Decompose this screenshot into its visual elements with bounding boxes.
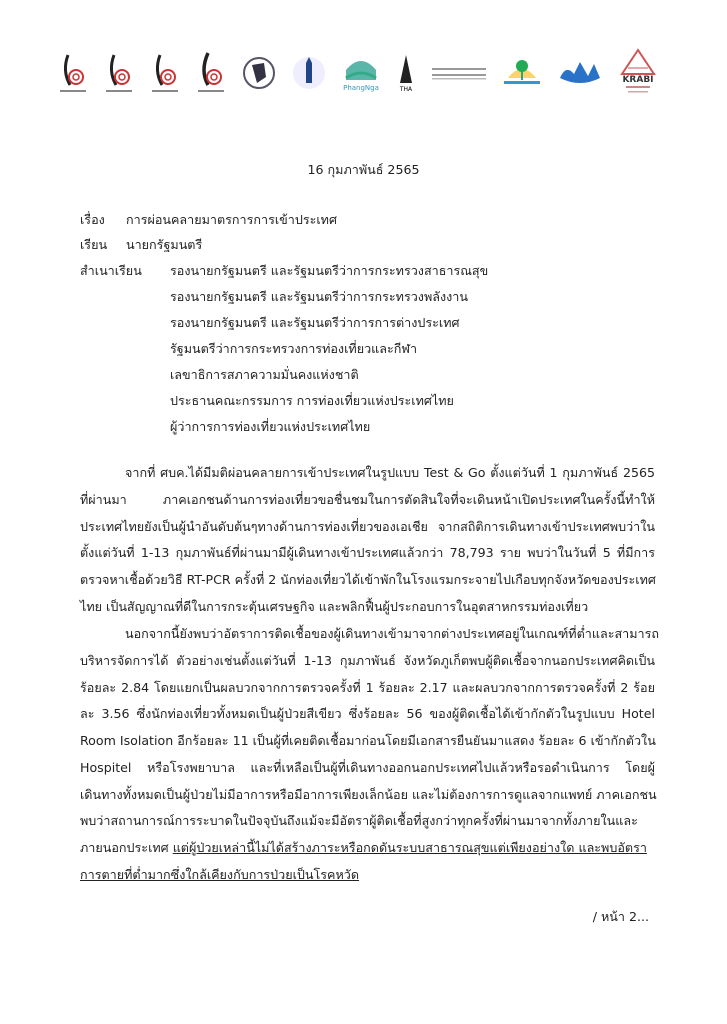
svg-text:THA: THA <box>399 86 413 93</box>
recipient-row <box>80 235 202 255</box>
paragraph2-line: ละ 3.56 ซึ่งนักท่องเที่ยวทั้งหมดเป็นผู้ป่วยสีเขียว ซึ่งร้อยละ 56 ของผู้ติดเชื้อได้เข้ากักตัวในรูปแบบ Hotel <box>80 706 655 721</box>
krabi-logo <box>618 50 658 96</box>
phang-nga-logo <box>342 50 380 96</box>
association-seal-logo <box>242 50 276 96</box>
paragraph1-line: ที่ผ่านมา ภาคเอกชนด้านการท่องเที่ยวขอชื่นชมในการตัดสินใจที่จะเดินหน้าเปิดประเทศในครั้งนี้ทำให้ <box>80 492 655 507</box>
paragraph2-line: พบว่าสถานการณ์การระบาดในปัจจุบันถึงแม้จะมีอัตราผู้ติดเชื้อที่สูงกว่าทุกครั้งที่ผ่านมาจากทั้งภายในและ <box>80 813 638 828</box>
recipient-value: นายกรัฐมนตรี <box>126 237 203 252</box>
paragraph1-line: ตั้งแต่วันที่ 1-13 กุมภาพันธ์ที่ผ่านมามีผู้เดินทางเข้าประเทศแล้วกว่า 78,793 ราย พบว่าในวันที่ 5 ที่มีการ <box>80 545 655 560</box>
paragraph2-line: Hospitel หรือโรงพยาบาล และที่เหลือเป็นผู้ที่เดินทางออกนอกประเทศไปแล้วหรือรอดำเนินการ โดยผู้ <box>80 760 655 775</box>
tha-logo <box>396 50 416 96</box>
cc-item: รองนายกรัฐมนตรี และรัฐมนตรีว่าการกระทรวงสาธารณสุข <box>170 263 489 278</box>
tourism-council-logo-4 <box>196 50 226 96</box>
subject-row <box>80 210 337 230</box>
subject-value: การผ่อนคลายมาตรการการเข้าประเทศ <box>126 212 337 227</box>
letter-date: 16 กุมภาพันธ์ 2565 <box>307 162 420 177</box>
page-continuation: / หน้า 2... <box>592 909 649 924</box>
paragraph2-line: นอกจากนี้ยังพบว่าอัตราการติดเชื้อของผู้เดินทางเข้ามาจากต่างประเทศอยู่ในเกณฑ์ที่ต่ำและสามารถ <box>125 626 659 641</box>
paragraph1-line: ตรวจหาเชื้อด้วยวิธี RT-PCR ครั้งที่ 2 นักท่องเที่ยวได้เข้าพักในโรงแรมกระจายไปเกือบทุกจังหวัดของประเทศ <box>80 572 656 587</box>
svg-text:PhangNga: PhangNga <box>343 84 379 92</box>
tourism-council-logo-1 <box>58 50 88 96</box>
recipient-label: เรียน <box>80 237 108 252</box>
cc-item: เลขาธิการสภาความมั่นคงแห่งชาติ <box>170 367 359 382</box>
paragraph2-line <box>80 865 655 885</box>
paragraph1-line: จากที่ ศบค.ได้มีมติผ่อนคลายการเข้าประเทศในรูปแบบ Test & Go ตั้งแต่วันที่ 1 กุมภาพันธ์ 2565 <box>125 465 655 480</box>
paragraph2-line: ร้อยละ 2.84 โดยแยกเป็นผลบวกจากการตรวจครั้งที่ 1 ร้อยละ 2.17 และผลบวกจากการตรวจครั้งที่ 2 ร้อย <box>80 680 655 695</box>
paragraph2-line <box>80 838 655 858</box>
thai-hotels-association-logo <box>432 50 486 96</box>
cc-item: ประธานคณะกรรมการ การท่องเที่ยวแห่งประเทศไทย <box>170 393 454 408</box>
logo-strip <box>58 48 658 98</box>
monument-logo <box>292 50 326 96</box>
tourism-council-logo-3 <box>150 50 180 96</box>
paragraph2-line: เดินทางทั้งหมดเป็นผู้ป่วยไม่มีอาการหรือมีอาการเพียงเล็กน้อย และไม่ต้องการการดูแลจากแพทย์ ภาคเอกชน <box>80 787 657 802</box>
palm-island-logo <box>502 50 542 96</box>
cc-label: สำเนาเรียน <box>80 263 142 278</box>
tourism-council-logo-2 <box>104 50 134 96</box>
paragraph2-text: ภายนอกประเทศ <box>80 840 173 855</box>
subject-label: เรื่อง <box>80 212 105 227</box>
cc-item: ผู้ว่าการการท่องเที่ยวแห่งประเทศไทย <box>170 419 371 434</box>
paragraph2-line: Room Isolation อีกร้อยละ 11 เป็นผู้ที่เคยติดเชื้อมาก่อนโดยมีเอกสารยืนยันมาแสดง ร้อยละ 6 เข้ากักตัวใน <box>80 733 656 748</box>
cc-item: รองนายกรัฐมนตรี และรัฐมนตรีว่าการกระทรวงพลังงาน <box>170 289 468 304</box>
cc-item: รองนายกรัฐมนตรี และรัฐมนตรีว่าการการต่างประเทศ <box>170 315 460 330</box>
svg-text:KRABI: KRABI <box>622 75 654 85</box>
cc-item: รัฐมนตรีว่าการกระทรวงการท่องเที่ยวและกีฬา <box>170 341 418 356</box>
underlined-statement: แต่ผู้ป่วยเหล่านี้ไม่ได้สร้างภาระหรือกดดันระบบสาธารณสุขแต่เพียงอย่างใด และพบอัตรา <box>172 840 647 855</box>
paragraph1-line: ไทย เป็นสัญญาณที่ดีในการกระตุ้นเศรษฐกิจ และพลิกฟื้นผู้ประกอบการในอุตสาหกรรมท่องเที่ยว <box>80 599 589 614</box>
blue-wave-logo <box>558 50 602 96</box>
underlined-statement: การตายที่ต่ำมากซึ่งใกล้เคียงกับการป่วยเป็นโรคหวัด <box>80 867 360 882</box>
paragraph2-line: บริหารจัดการได้ ตัวอย่างเช่นตั้งแต่วันที่ 1-13 กุมภาพันธ์ จังหวัดภูเก็ตพบผู้ติดเชื้อจากนอกประเทศคิดเป็น <box>80 653 655 668</box>
paragraph1-line: ประเทศไทยยังเป็นผู้นำอันดับต้นๆทางด้านการท่องเที่ยวของเอเชีย จากสถิติการเดินทางเข้าประเทศพบว่าใน <box>80 519 655 534</box>
